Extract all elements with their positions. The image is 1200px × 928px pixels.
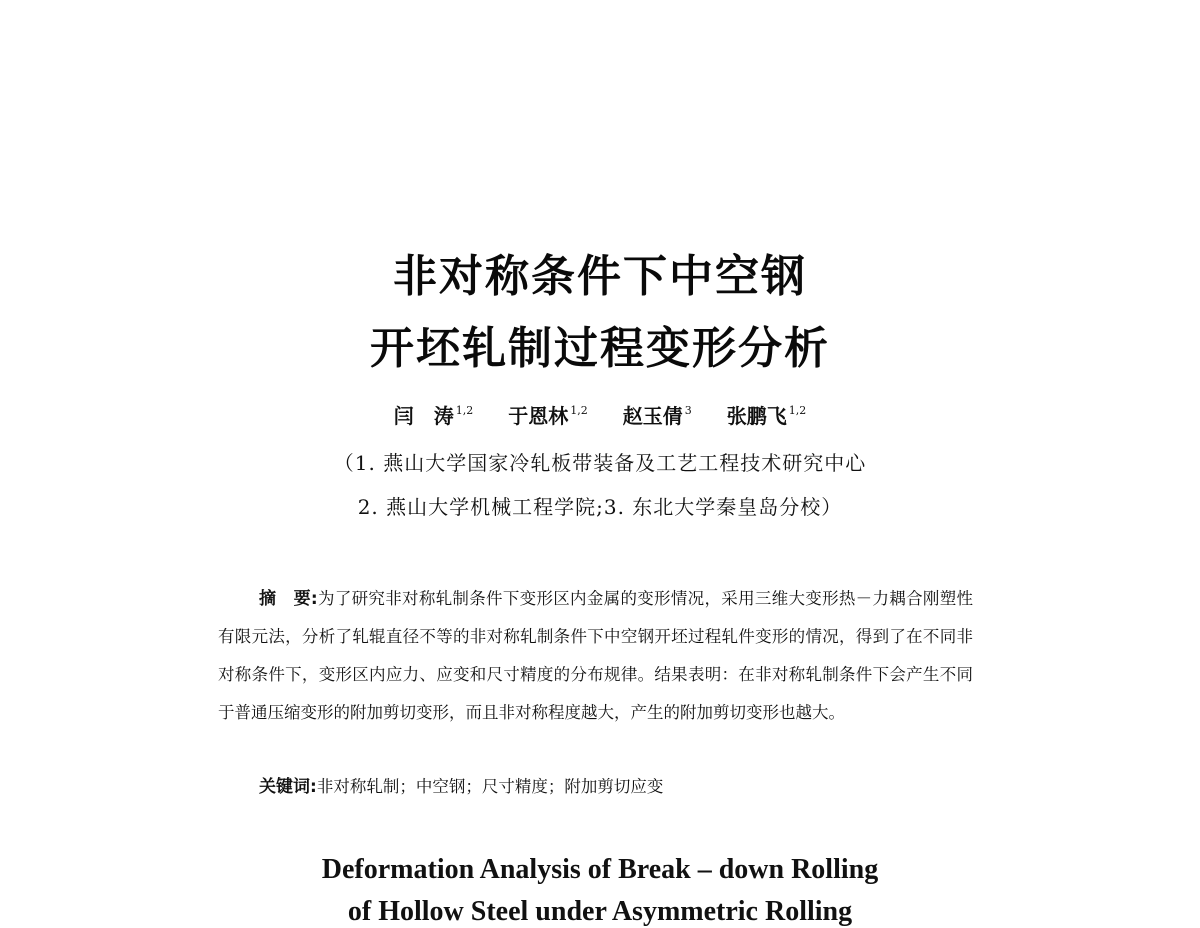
author-name: 张鹏飞 xyxy=(726,404,787,428)
author xyxy=(394,400,474,429)
author-list xyxy=(0,400,1200,429)
author-name: 闫 涛 xyxy=(393,404,454,428)
author-affiliation-mark: 1,2 xyxy=(455,404,474,417)
affiliation-line-1: （1. 燕山大学国家冷轧板带装备及工艺工程技术研究中心 xyxy=(333,451,867,475)
keywords-text: 非对称轧制；中空钢；尺寸精度；附加剪切应变 xyxy=(316,777,664,796)
affiliation-line-2: 2. 燕山大学机械工程学院;3. 东北大学秦皇岛分校） xyxy=(357,495,843,519)
abstract-text: 为了研究非对称轧制条件下变形区内金属的变形情况，采用三维大变形热－力耦合刚塑性有限元法，分析了轧辊直径不等的非对称轧制条件下中空钢开坯过程轧件变形的情况，得到了在不同非对称条件下，变形区内应力、应变和尺寸精度的分布规律。结果表明：在非对称轧制条件下会产生不同于普通压缩变形的附加剪切变形，而且非对称程度越大，产生的附加剪切变形也越大。 xyxy=(218,589,973,722)
title-cn-line-1: 非对称条件下中空钢 xyxy=(393,251,807,302)
abstract xyxy=(218,580,973,732)
author xyxy=(727,400,807,429)
title-cn-line-2: 开坯轧制过程变形分析 xyxy=(370,323,830,374)
author xyxy=(508,400,588,429)
abstract-label: 摘 要: xyxy=(259,589,318,609)
author-affiliation-mark: 3 xyxy=(684,404,692,417)
author xyxy=(623,400,692,429)
author-affiliation-mark: 1,2 xyxy=(570,404,588,417)
title-en-line-1: Deformation Analysis of Break – down Rolling xyxy=(321,854,879,885)
author-name: 于恩林 xyxy=(508,404,569,428)
author-name: 赵玉倩 xyxy=(622,404,683,428)
author-affiliation-mark: 1,2 xyxy=(788,404,807,417)
keywords xyxy=(259,772,663,797)
keywords-label: 关键词: xyxy=(259,777,317,797)
title-en-line-2: of Hollow Steel under Asymmetric Rolling xyxy=(347,896,853,927)
